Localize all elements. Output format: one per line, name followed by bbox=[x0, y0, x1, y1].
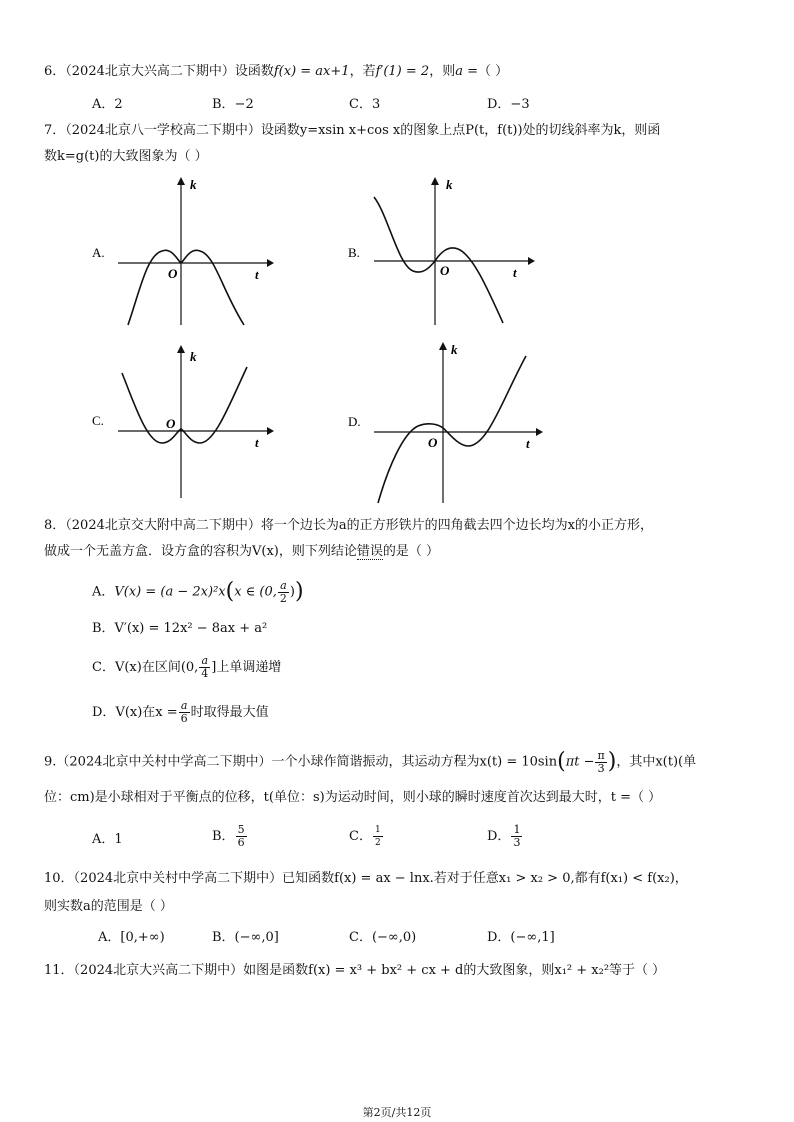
q7-stem-line1: 7．（2024北京八一学校高二下期中）设函数y=xsin x+cos x的图象上点P(t，f(t))处的切线斜率为k，则函 bbox=[44, 123, 661, 138]
q8-emphasis: 错误 bbox=[356, 544, 383, 559]
q6-option-a: A．2 bbox=[92, 97, 123, 112]
q9-option-a: A．1 bbox=[92, 832, 123, 847]
q10-option-a: A．[0,+∞) bbox=[98, 930, 165, 945]
page-footer: 第2页/共12页 bbox=[362, 1106, 432, 1119]
q8-option-a: A．V(x) = (a − 2x)²x(x ∈ (0, $\frac{a}{2}$ )) bbox=[92, 578, 304, 605]
graph-a-origin-label: O bbox=[168, 266, 178, 281]
graph-a-curve bbox=[128, 250, 244, 325]
q7-graph-d bbox=[348, 338, 548, 508]
graph-c-y-arrow bbox=[177, 345, 185, 353]
graph-c-origin-label: O bbox=[166, 416, 176, 431]
graph-c-curve bbox=[122, 367, 247, 443]
q8-stem-line2: 做成一个无盖方盒．设方盒的容积为V(x)，则下列结论错误的是（ ） bbox=[44, 544, 440, 559]
q6-option-d: D．−3 bbox=[487, 97, 530, 112]
graph-b-origin-label: O bbox=[440, 263, 450, 278]
q10-stem-line1: 10．（2024北京中关村中学高二下期中）已知函数f(x) = ax − lnx.若对于任意x₁ > x₂ > 0,都有f(x₁) < f(x₂)， bbox=[44, 871, 688, 886]
graph-a-x-arrow bbox=[267, 259, 274, 267]
q10-option-d: D．(−∞,1] bbox=[487, 930, 555, 945]
graph-d-origin-label: O bbox=[428, 435, 438, 450]
q7-graph-b bbox=[348, 175, 538, 335]
q9-stem-line1: 9.（2024北京中关村中学高二下期中）一个小球作简谐振动，其运动方程为x(t) = 10sin(πt − $\frac{\pi}{3}$ )，其中x(t)(单 bbox=[44, 748, 697, 775]
q7-graph-c bbox=[92, 343, 272, 503]
q10-option-b: B．(−∞,0] bbox=[212, 930, 279, 945]
graph-b-x-arrow bbox=[528, 257, 535, 265]
graph-a-label: A. bbox=[92, 245, 105, 260]
q7-graph-a bbox=[92, 175, 272, 335]
q10-option-c: C．(−∞,0) bbox=[349, 930, 417, 945]
q9-option-b: B． $\frac{5}{6}$ bbox=[212, 823, 245, 849]
q9-stem-line2: 位：cm)是小球相对于平衡点的位移，t(单位：s)为运动时间，则小球的瞬时速度首次达到最大时，t =（ ） bbox=[44, 790, 662, 805]
q11-stem-line1: 11．（2024北京大兴高二下期中）如图是函数f(x) = x³ + bx² + cx + d的大致图象，则x₁² + x₂²等于（ ） bbox=[44, 963, 666, 978]
graph-d-y-arrow bbox=[439, 342, 447, 350]
graph-b-curve bbox=[374, 197, 503, 323]
graph-d-label: D. bbox=[348, 414, 361, 429]
graph-b-t-label: t bbox=[513, 265, 517, 280]
graph-b-y-arrow bbox=[431, 177, 439, 185]
q8-stem-line1: 8．（2024北京交大附中高二下期中）将一个边长为a的正方形铁片的四角截去四个边长均为x的小正方形， bbox=[44, 518, 653, 533]
q9-option-d: D． $\frac{1}{3}$ bbox=[487, 823, 521, 849]
graph-c-t-label: t bbox=[255, 435, 259, 450]
graph-b-k-label: k bbox=[446, 177, 453, 192]
graph-a-y-arrow bbox=[177, 177, 185, 185]
graph-c-x-arrow bbox=[267, 427, 274, 435]
q6-stem: 6．（2024北京大兴高二下期中）设函数f(x) = ax+1，若f′(1) = 2，则a =（ ） bbox=[44, 64, 509, 79]
graph-c-label: C. bbox=[92, 413, 104, 428]
q8-option-d: D．V(x)在x = $\frac{a}{6}$ 时取得最大值 bbox=[92, 699, 269, 725]
graph-d-k-label: k bbox=[451, 342, 458, 357]
graph-d-t-label: t bbox=[526, 436, 530, 451]
graph-c-k-label: k bbox=[190, 349, 197, 364]
graph-a-k-label: k bbox=[190, 177, 197, 192]
q6-option-c: C．3 bbox=[349, 97, 381, 112]
q6-option-b: B．−2 bbox=[212, 97, 254, 112]
q8-option-c: C．V(x)在区间(0, $\frac{a}{4}$ ]上单调递增 bbox=[92, 654, 282, 680]
q9-option-c: C． $\frac{1}{2}$ bbox=[349, 825, 381, 848]
graph-a-t-label: t bbox=[255, 267, 259, 282]
graph-d-curve bbox=[378, 356, 526, 503]
q8-option-b: B．V′(x) = 12x² − 8ax + a² bbox=[92, 621, 268, 636]
graph-b-label: B. bbox=[348, 245, 360, 260]
q10-stem-line2: 则实数a的范围是（ ） bbox=[44, 899, 173, 914]
graph-d-x-arrow bbox=[536, 428, 543, 436]
q7-stem-line2: 数k=g(t)的大致图象为（ ） bbox=[44, 149, 208, 164]
